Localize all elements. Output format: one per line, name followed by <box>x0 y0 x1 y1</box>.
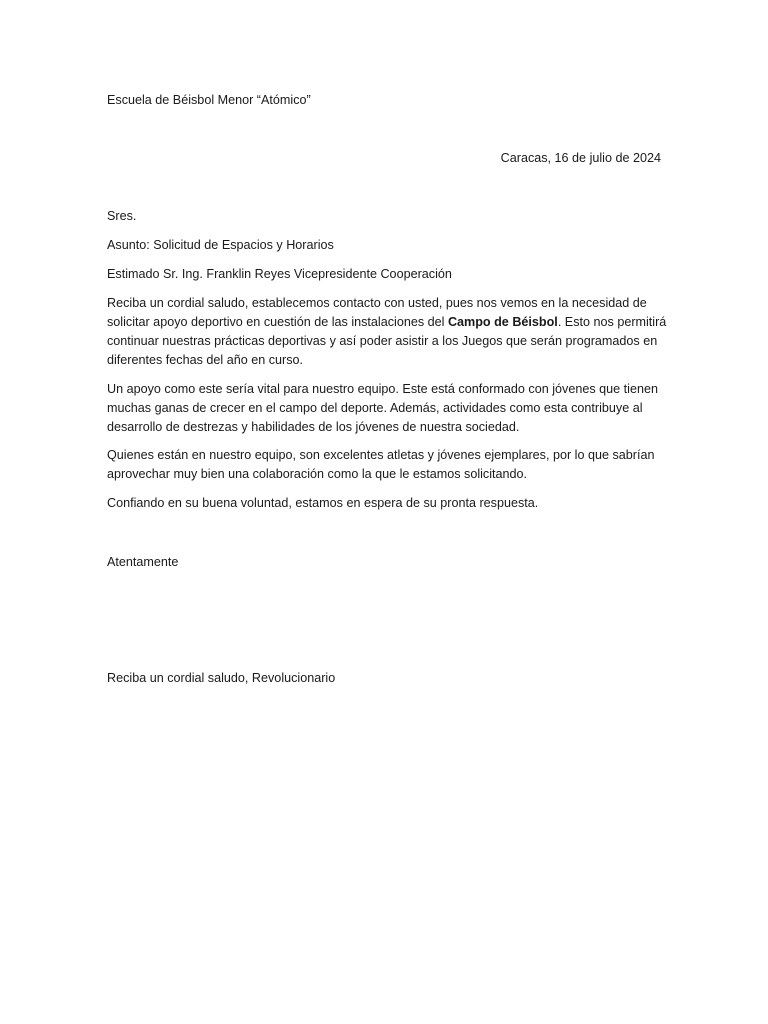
paragraph-1-line-4: diferentes fechas del año en curso. <box>107 353 304 367</box>
signoff: Reciba un cordial saludo, Revolucionario <box>107 671 336 685</box>
paragraph-1-line-2-start: solicitar apoyo deportivo en cuestión de las instalaciones del <box>107 315 448 329</box>
paragraph-1-line-1: Reciba un cordial saludo, establecemos contacto con usted, pues nos vemos en la necesidad de <box>107 296 647 310</box>
paragraph-1-line-3: continuar nuestras prácticas deportivas y así poder asistir a los Juegos que serán programados en <box>107 334 658 348</box>
salutation-short: Sres. <box>107 209 137 223</box>
paragraph-2-line-1: Un apoyo como este sería vital para nuestro equipo. Este está conformado con jóvenes que tienen <box>107 382 658 396</box>
paragraph-1-line-2-end: . Esto nos permitirá <box>557 315 667 329</box>
paragraph-3-line-2: aprovechar muy bien una colaboración como la que le estamos solicitando. <box>107 467 528 481</box>
paragraph-1-line-2 <box>107 313 667 332</box>
paragraph-3-line-1: Quienes están en nuestro equipo, son excelentes atletas y jóvenes ejemplares, por lo que sabrían <box>107 448 655 462</box>
addressee-line: Estimado Sr. Ing. Franklin Reyes Vicepresidente Cooperación <box>107 267 452 281</box>
paragraph-2 <box>107 380 667 437</box>
paragraph-1 <box>107 294 667 370</box>
paragraph-3 <box>107 446 667 484</box>
paragraph-2-line-3: desarrollo de destrezas y habilidades de los jóvenes de nuestra sociedad. <box>107 420 520 434</box>
paragraph-4: Confiando en su buena voluntad, estamos en espera de su pronta respuesta. <box>107 496 539 510</box>
paragraph-2-line-2: muchas ganas de crecer en el campo del deporte. Además, actividades como esta contribuye al <box>107 401 643 415</box>
closing: Atentamente <box>107 555 179 569</box>
subject-line: Asunto: Solicitud de Espacios y Horarios <box>107 238 334 252</box>
letter-date: Caracas, 16 de julio de 2024 <box>500 151 661 165</box>
campo-de-beisbol-bold: Campo de Béisbol <box>447 315 558 329</box>
school-name: Escuela de Béisbol Menor “Atómico” <box>107 93 311 107</box>
